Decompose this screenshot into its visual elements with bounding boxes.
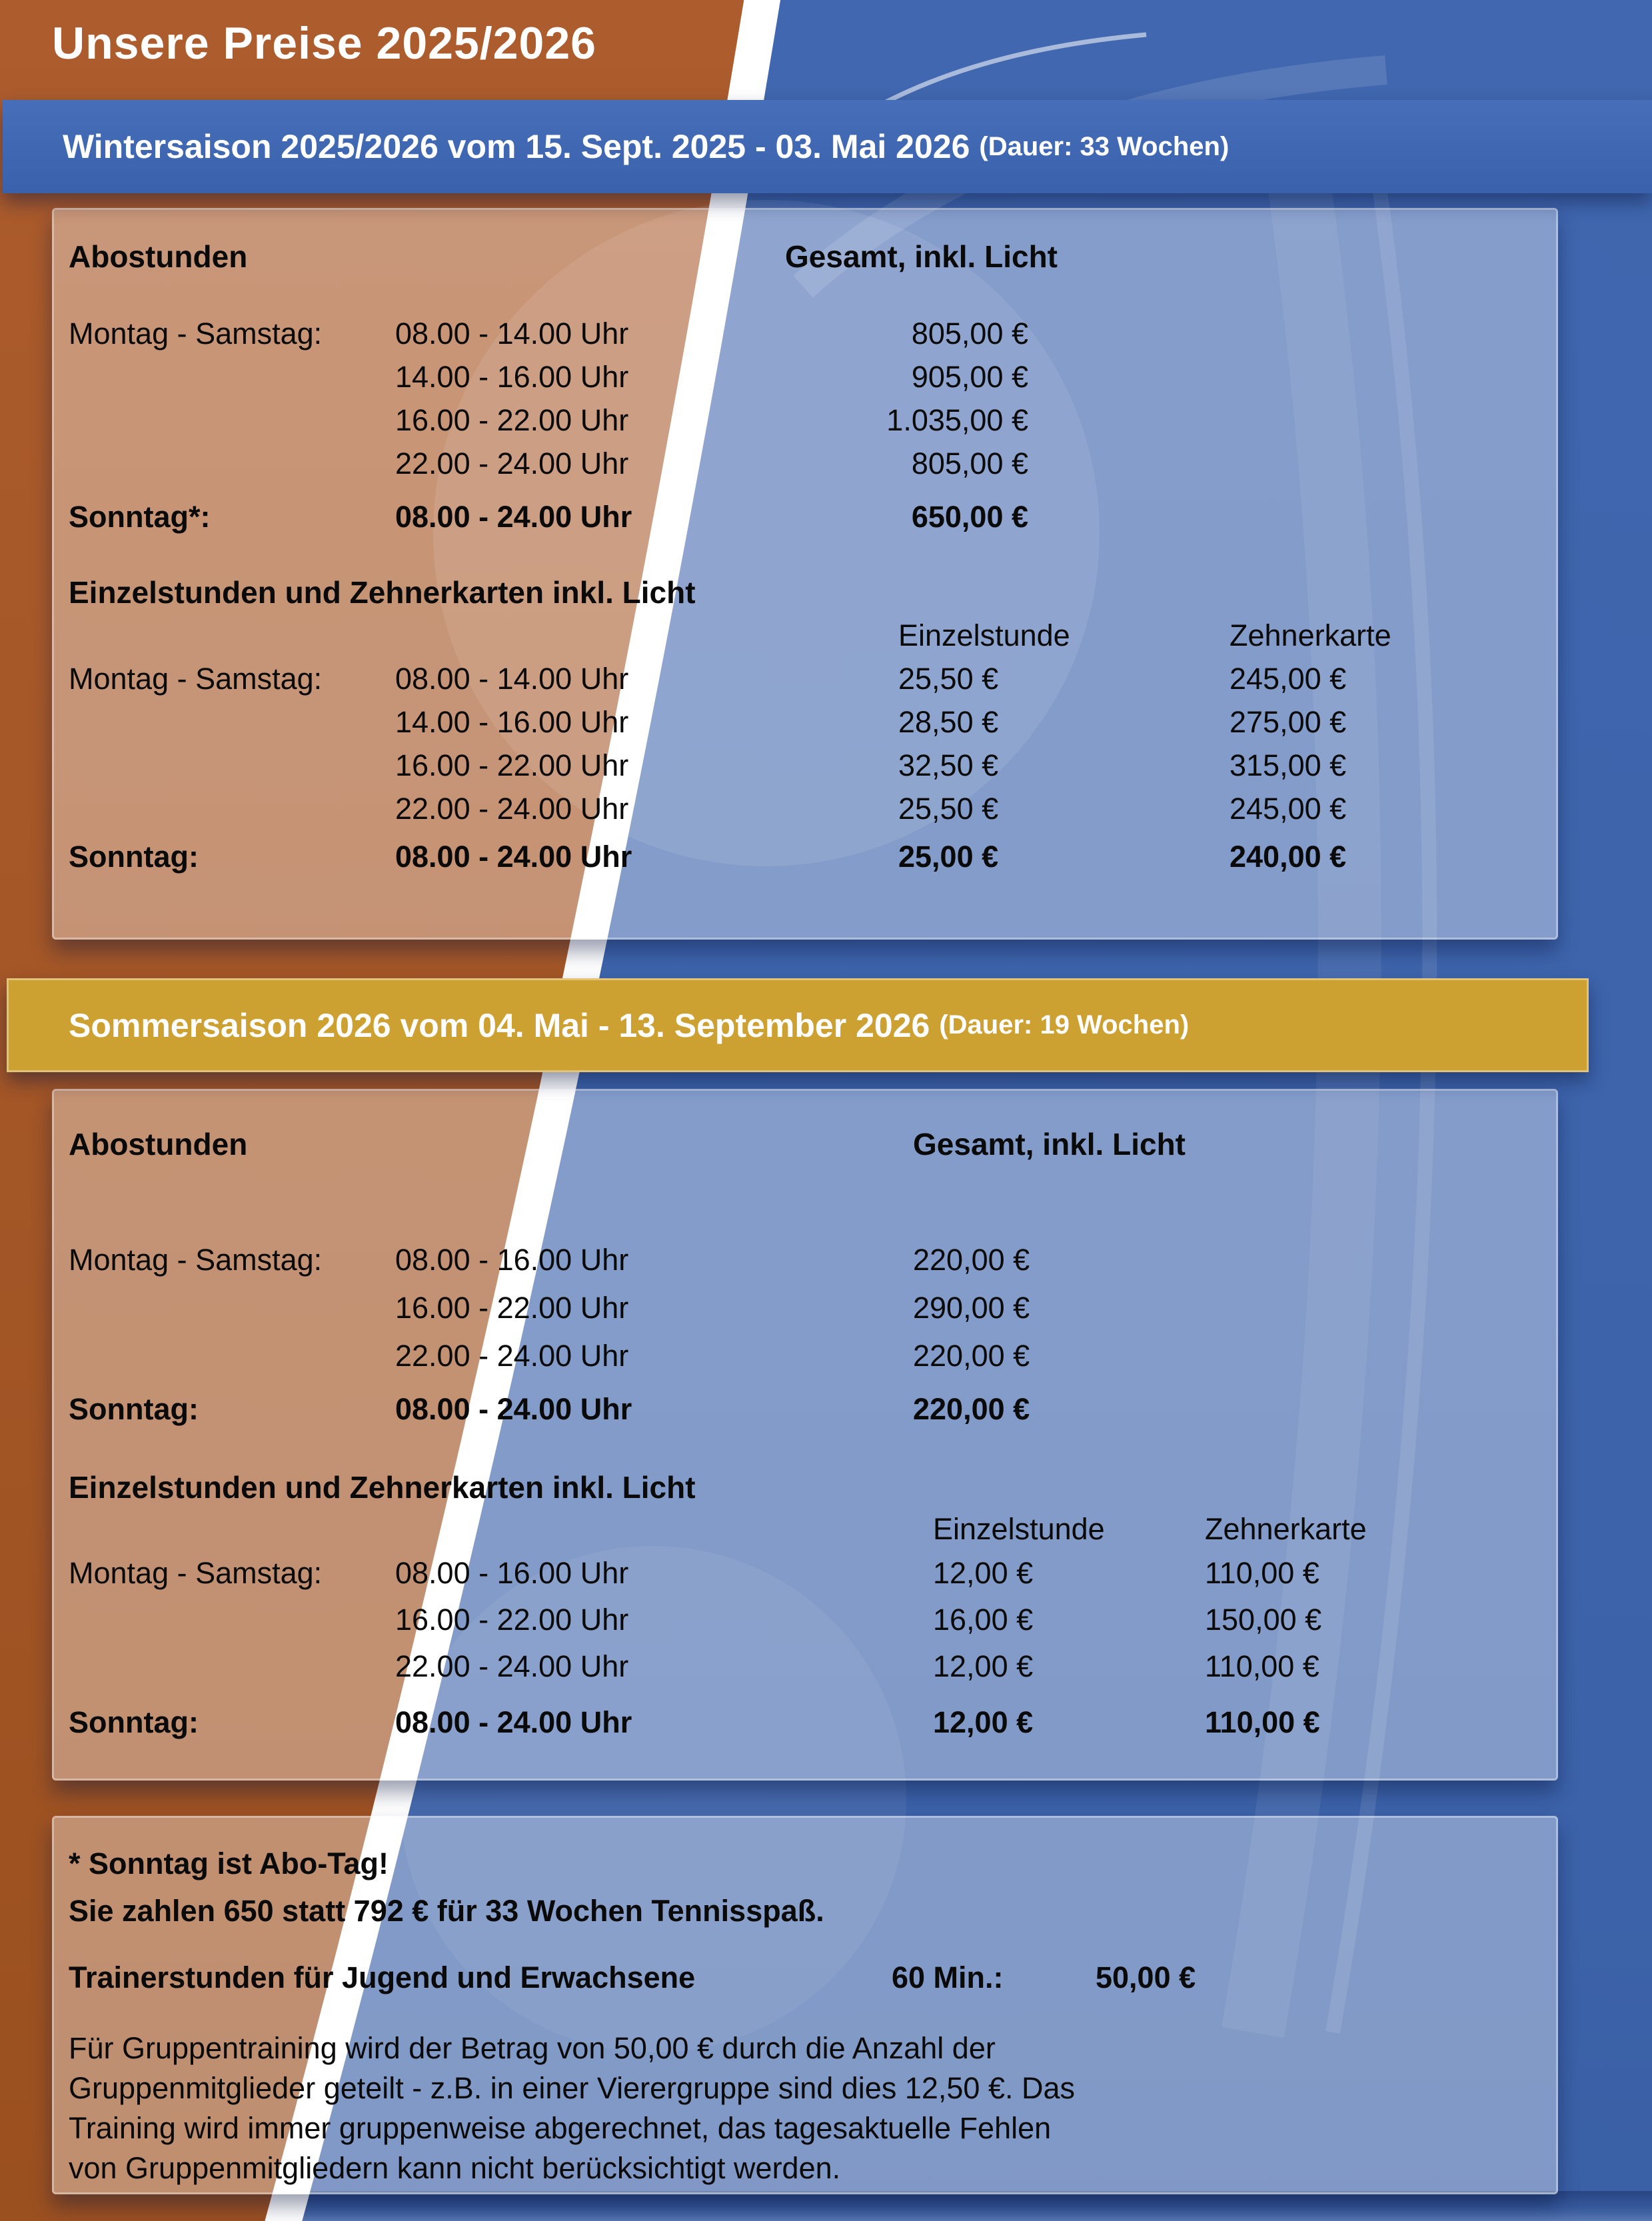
abo-title: Abostunden: [69, 1127, 248, 1161]
abo-day-note-row: [54, 1847, 1556, 1881]
day-label: Sonntag:: [69, 840, 199, 874]
section-header-row: [54, 575, 1556, 610]
price-single: 12,00 €: [933, 1705, 1034, 1739]
table-row-sunday: [54, 500, 1556, 534]
table-row: [54, 1603, 1556, 1637]
price-total: 905,00 €: [911, 360, 1028, 394]
price-total: 220,00 €: [913, 1243, 1030, 1277]
table-row: [54, 662, 1556, 696]
table-row: [54, 1291, 1556, 1325]
group-training-note-line: [54, 2071, 1556, 2106]
table-row: [54, 1556, 1556, 1591]
cards-title: Einzelstunden und Zehnerkarten inkl. Licht: [69, 1470, 696, 1505]
ten-card-column-header: Zehnerkarte: [1230, 618, 1391, 652]
single-hour-column-header: Einzelstunde: [898, 618, 1070, 652]
price-total: 220,00 €: [913, 1392, 1030, 1426]
table-row-sunday: [54, 840, 1556, 874]
winter-season-title: Wintersaison 2025/2026 vom 15. Sept. 2025 - 03. Mai 2026: [63, 128, 970, 165]
total-column-header: Gesamt, inkl. Licht: [785, 239, 1058, 274]
table-row: [54, 792, 1556, 826]
table-row: [54, 1649, 1556, 1684]
group-training-note-line: [54, 2151, 1556, 2186]
time-range: 22.00 - 24.00 Uhr: [395, 792, 629, 826]
table-row: [54, 360, 1556, 394]
table-row-sunday: [54, 1392, 1556, 1427]
time-range: 08.00 - 24.00 Uhr: [395, 1392, 632, 1426]
time-range: 14.00 - 16.00 Uhr: [395, 360, 629, 394]
ten-card-column-header: Zehnerkarte: [1205, 1512, 1367, 1546]
time-range: 08.00 - 14.00 Uhr: [395, 317, 629, 351]
section-header-row: [54, 1470, 1556, 1505]
summer-season-bar: [7, 978, 1589, 1072]
abo-day-note: * Sonntag ist Abo-Tag!: [69, 1847, 389, 1880]
day-label: Sonntag:: [69, 1705, 199, 1739]
winter-season-duration: (Dauer: 33 Wochen): [979, 131, 1230, 161]
day-label: Sonntag:: [69, 1392, 199, 1426]
column-header-row: [54, 1512, 1556, 1547]
column-header-row: [54, 618, 1556, 653]
price-ten: 110,00 €: [1205, 1705, 1320, 1739]
section-header-row: [54, 1127, 1556, 1161]
price-ten: 315,00 €: [1230, 748, 1347, 782]
total-column-header: Gesamt, inkl. Licht: [913, 1127, 1186, 1161]
price-single: 12,00 €: [933, 1649, 1034, 1683]
abo-title: Abostunden: [69, 239, 248, 274]
table-row: [54, 705, 1556, 740]
table-row-sunday: [54, 1705, 1556, 1740]
price-single: 32,50 €: [898, 748, 999, 782]
time-range: 08.00 - 16.00 Uhr: [395, 1556, 629, 1590]
time-range: 08.00 - 24.00 Uhr: [395, 1705, 632, 1739]
trainer-duration: 60 Min.:: [892, 1960, 1004, 1994]
time-range: 22.00 - 24.00 Uhr: [395, 446, 629, 480]
time-range: 22.00 - 24.00 Uhr: [395, 1649, 629, 1683]
time-range: 16.00 - 22.00 Uhr: [395, 1603, 629, 1637]
table-row: [54, 446, 1556, 481]
time-range: 08.00 - 24.00 Uhr: [395, 840, 632, 874]
price-total: 805,00 €: [911, 317, 1028, 351]
note-text: Training wird immer gruppenweise abgerechnet, das tagesaktuelle Fehlen: [69, 2111, 1052, 2145]
group-training-note-line: [54, 2031, 1556, 2066]
price-ten: 150,00 €: [1205, 1603, 1322, 1637]
price-single: 28,50 €: [898, 705, 999, 739]
notes-panel: [52, 1816, 1558, 2194]
price-ten: 110,00 €: [1205, 1556, 1319, 1590]
day-label: Montag - Samstag:: [69, 1556, 323, 1590]
price-total: 650,00 €: [911, 500, 1028, 534]
time-range: 16.00 - 22.00 Uhr: [395, 403, 629, 437]
trainer-label: Trainerstunden für Jugend und Erwachsene: [69, 1960, 696, 1994]
winter-price-panel: [52, 208, 1558, 940]
time-range: 22.00 - 24.00 Uhr: [395, 1339, 629, 1373]
price-ten: 275,00 €: [1230, 705, 1347, 739]
cards-title: Einzelstunden und Zehnerkarten inkl. Licht: [69, 575, 696, 610]
summer-season-title: Sommersaison 2026 vom 04. Mai - 13. September 2026: [69, 1006, 930, 1044]
price-single: 25,00 €: [898, 840, 999, 874]
time-range: 08.00 - 16.00 Uhr: [395, 1243, 629, 1277]
price-single: 16,00 €: [933, 1603, 1034, 1637]
winter-season-bar: [3, 100, 1652, 193]
section-header-row: [54, 239, 1556, 274]
price-ten: 110,00 €: [1205, 1649, 1319, 1683]
table-row: [54, 403, 1556, 438]
abo-day-savings-row: [54, 1894, 1556, 1928]
table-row: [54, 1339, 1556, 1373]
table-row: [54, 1243, 1556, 1277]
summer-season-duration: (Dauer: 19 Wochen): [939, 1010, 1190, 1040]
price-total: 1.035,00 €: [886, 403, 1028, 437]
single-hour-column-header: Einzelstunde: [933, 1512, 1105, 1546]
note-text: Für Gruppentraining wird der Betrag von 50,00 € durch die Anzahl der: [69, 2031, 996, 2065]
time-range: 08.00 - 24.00 Uhr: [395, 500, 632, 534]
table-row: [54, 748, 1556, 783]
note-text: Gruppenmitglieder geteilt - z.B. in einer Vierergruppe sind dies 12,50 €. Das: [69, 2071, 1076, 2105]
note-text: von Gruppenmitgliedern kann nicht berücksichtigt werden.: [69, 2151, 841, 2185]
abo-day-savings: Sie zahlen 650 statt 792 € für 33 Wochen Tennisspaß.: [69, 1894, 824, 1928]
time-range: 08.00 - 14.00 Uhr: [395, 662, 629, 696]
trainer-price: 50,00 €: [1096, 1960, 1196, 1994]
group-training-note-line: [54, 2111, 1556, 2146]
summer-price-panel: [52, 1089, 1558, 1781]
table-row: [54, 317, 1556, 351]
price-total: 220,00 €: [913, 1339, 1030, 1373]
day-label: Montag - Samstag:: [69, 662, 323, 696]
price-total: 805,00 €: [911, 446, 1028, 480]
price-single: 25,50 €: [898, 662, 999, 696]
day-label: Sonntag*:: [69, 500, 211, 534]
price-total: 290,00 €: [913, 1291, 1030, 1325]
trainer-price-row: [54, 1960, 1556, 1995]
time-range: 14.00 - 16.00 Uhr: [395, 705, 629, 739]
price-ten: 245,00 €: [1230, 662, 1347, 696]
day-label: Montag - Samstag:: [69, 1243, 323, 1277]
price-single: 25,50 €: [898, 792, 999, 826]
day-label: Montag - Samstag:: [69, 317, 323, 351]
price-ten: 240,00 €: [1230, 840, 1347, 874]
price-single: 12,00 €: [933, 1556, 1034, 1590]
time-range: 16.00 - 22.00 Uhr: [395, 748, 629, 782]
time-range: 16.00 - 22.00 Uhr: [395, 1291, 629, 1325]
page-title: Unsere Preise 2025/2026: [52, 18, 596, 69]
price-ten: 245,00 €: [1230, 792, 1347, 826]
